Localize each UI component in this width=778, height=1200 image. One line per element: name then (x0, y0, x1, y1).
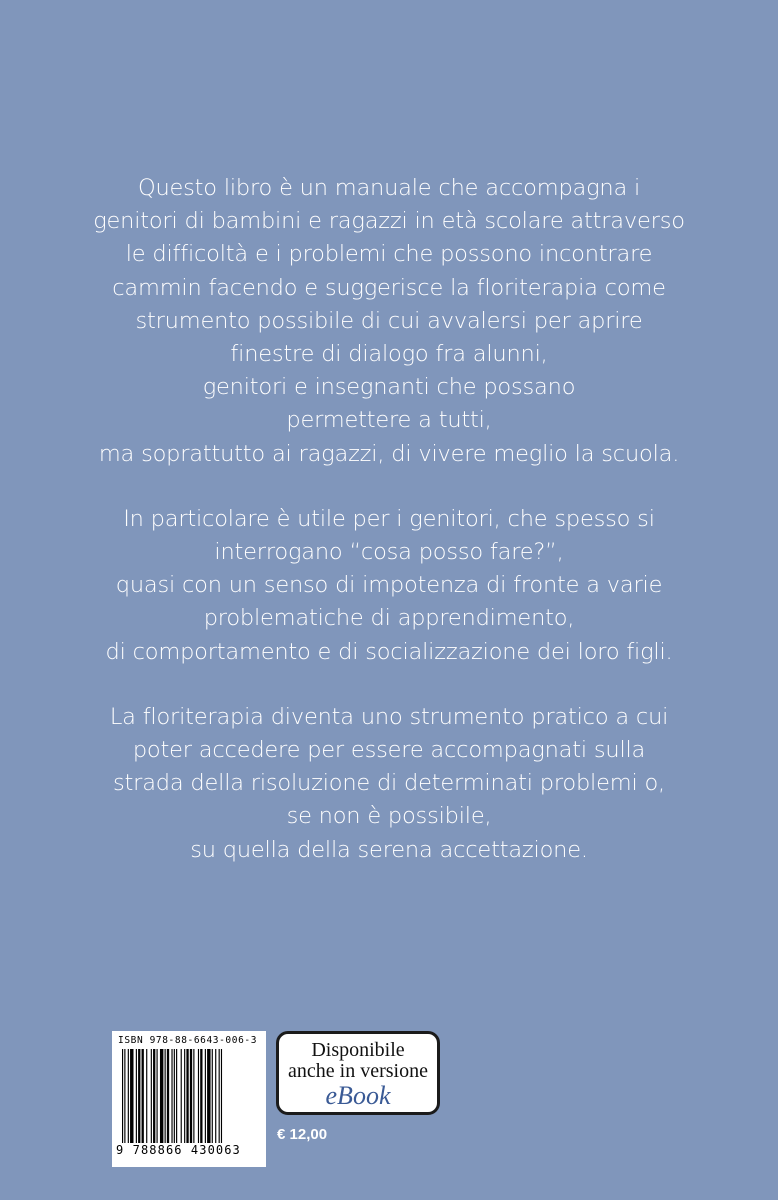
barcode-bar (146, 1049, 147, 1143)
barcode-bar (138, 1049, 140, 1143)
barcode-bar (176, 1049, 177, 1143)
barcode-bar (124, 1049, 125, 1143)
barcode-bar (200, 1049, 202, 1143)
ebook-availability-badge (276, 1031, 440, 1115)
barcode-bar (198, 1049, 199, 1143)
barcode-bar (142, 1049, 144, 1143)
blurb-line: poter accedere per essere accompagnati sulla (132, 737, 646, 764)
barcode-bar (219, 1049, 220, 1143)
blurb-line: La floriterapia diventa uno strumento pratico a cui (109, 703, 669, 730)
barcode-bar (171, 1049, 172, 1143)
barcode-bar (128, 1049, 129, 1143)
barcode-bar (151, 1049, 152, 1143)
isbn-label: ISBN 978-88-6643-006-3 (118, 1035, 258, 1046)
barcode-bar (130, 1049, 133, 1143)
barcode-bar (212, 1049, 213, 1143)
blurb-line: In particolare è utile per i genitori, che spesso si (123, 505, 655, 532)
back-cover-blurb (0, 172, 778, 899)
blurb-line: genitori di bambini e ragazzi in età scolare attraverso (93, 208, 685, 235)
ebook-badge-line-3: eBook (325, 1081, 391, 1110)
ebook-badge-line-2: anche in versione (288, 1060, 428, 1082)
barcode-bar (136, 1049, 137, 1143)
barcode-bar (167, 1049, 169, 1143)
price-label: € 12,00 (277, 1126, 328, 1143)
barcode-bar (122, 1049, 123, 1143)
barcode-bar (205, 1049, 206, 1143)
blurb-paragraph-3 (0, 701, 778, 867)
blurb-paragraph-2 (0, 503, 778, 669)
barcode-bar (193, 1049, 194, 1143)
blurb-line: su quella della serena accettazione. (190, 836, 588, 863)
isbn-barcode (112, 1031, 266, 1167)
barcode-bar (215, 1049, 216, 1143)
barcode-bar (157, 1049, 158, 1143)
barcode-bar (174, 1049, 175, 1143)
barcode-bar (165, 1049, 166, 1143)
blurb-line: genitori e insegnanti che possano (202, 374, 576, 401)
barcode-bar (184, 1049, 185, 1143)
blurb-line: quasi con un senso di impotenza di fronte a varie (115, 572, 663, 599)
blurb-line: strada della risoluzione di determinati problemi o, (113, 770, 665, 797)
barcode-bar (160, 1049, 163, 1143)
ean-digits: 9 788866 430063 (116, 1143, 241, 1157)
blurb-line: problematiche di apprendimento, (203, 605, 575, 632)
blurb-line: permettere a tutti, (286, 407, 492, 434)
ebook-badge-line-1: Disponibile (311, 1039, 405, 1061)
blurb-line: di comportamento e di socializzazione dei loro figli. (105, 638, 673, 665)
blurb-line: le difficoltà e i problemi che possono incontrare (125, 241, 653, 268)
blurb-line: Questo libro è un manuale che accompagna i (137, 175, 641, 201)
barcode-bar (181, 1049, 182, 1143)
barcode-bar (221, 1049, 222, 1143)
barcode-bar (190, 1049, 192, 1143)
blurb-line: ma soprattutto ai ragazzi, di vivere meglio la scuola. (98, 440, 680, 467)
barcode-bar (207, 1049, 210, 1143)
blurb-line: se non è possibile, (286, 803, 492, 830)
blurb-line: interrogano “cosa posso fare?”, (214, 539, 564, 566)
barcode-bar (153, 1049, 155, 1143)
barcode-bars (122, 1049, 258, 1143)
blurb-line: cammin facendo e suggerisce la floriterapia come (112, 274, 666, 301)
blurb-line: finestre di dialogo fra alunni, (230, 341, 548, 368)
blurb-paragraph-1 (0, 172, 778, 471)
barcode-bar (186, 1049, 188, 1143)
blurb-line: strumento possibile di cui avvalersi per aprire (135, 307, 643, 334)
